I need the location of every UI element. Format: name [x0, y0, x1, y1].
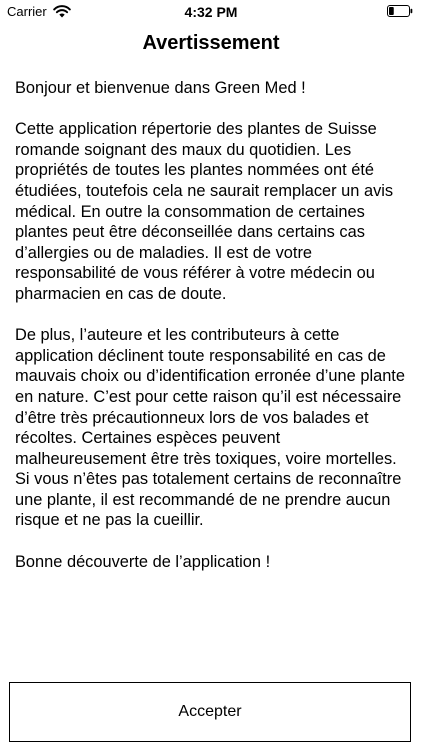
disclaimer-text	[15, 78, 407, 593]
welcome-paragraph: Bonjour et bienvenue dans Green Med !	[15, 79, 306, 97]
accept-button[interactable]: Accepter	[9, 682, 411, 742]
description-paragraph: Cette application répertorie des plantes de Suisse romande soignant des maux du quotidien. Les propriétés de toutes les plantes nommées ont été étudiées, toutefois cela ne saurait remplacer un avis médical. En outre la consommation de certaines plantes peut être déconseillée dans certains cas d’allergies ou de maladies. Il est de votre responsabilité de vous référer à votre médecin ou pharmacien en cas de doute.	[15, 120, 394, 303]
liability-paragraph: De plus, l’auteure et les contributeurs à cette application déclinent toute responsabilité en cas de mauvais choix ou d’identification erronée d’une plante en nature. C’est pour cette raison qu’il est nécessaire d’être très précautionneux lors de vos balades et récoltes. Certaines espèces peuvent malheureusement être très toxiques, voire mortelles. Si vous n’êtes pas totalement certains de reconnaître une plante, il est recommandé de ne prendre aucun risque et ne pas la cueillir.	[15, 326, 405, 530]
closing-paragraph: Bonne découverte de l’application !	[15, 552, 271, 571]
carrier-name: Carrier	[7, 4, 47, 19]
battery-icon	[387, 5, 413, 17]
status-time: 4:32 PM	[184, 4, 238, 20]
status-bar	[0, 0, 422, 22]
page-title: Avertissement	[142, 32, 280, 54]
